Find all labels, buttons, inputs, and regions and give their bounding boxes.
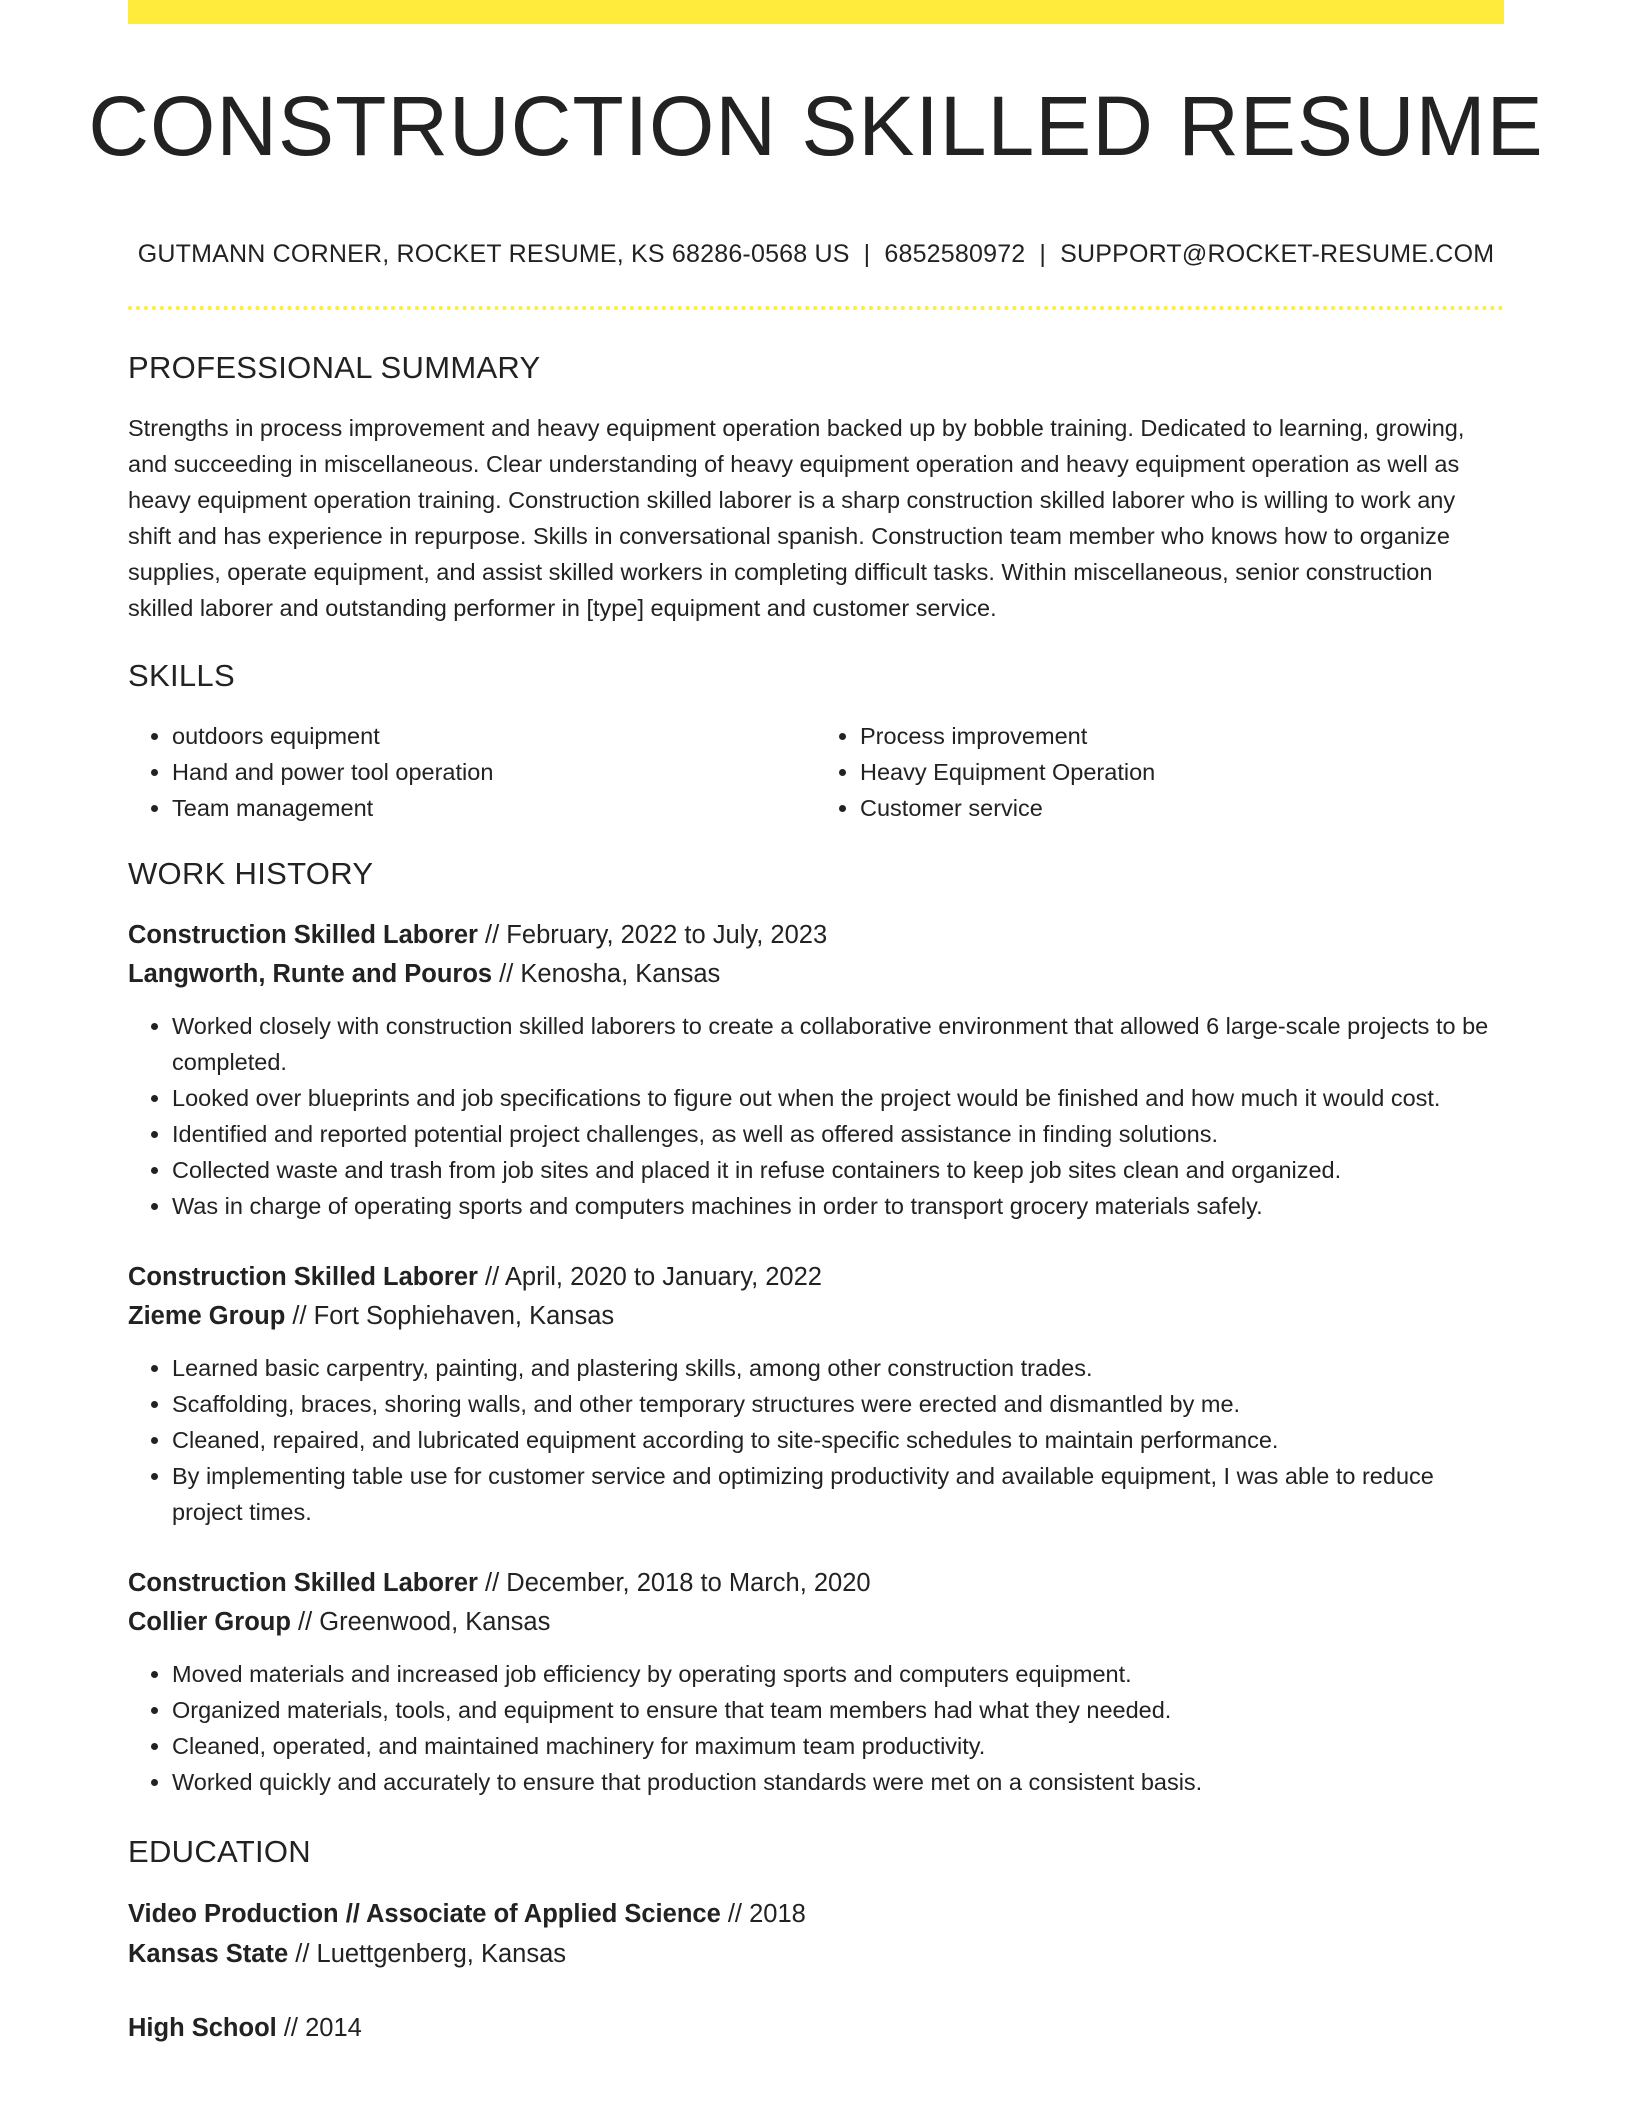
- job-title: Construction Skilled Laborer: [128, 1263, 478, 1291]
- skill-item: • Team management: [172, 790, 816, 826]
- education-degree: High School: [128, 2014, 277, 2042]
- job-title: Construction Skilled Laborer: [128, 921, 478, 949]
- job-entry: [128, 916, 1504, 1224]
- contact-separator: |: [1039, 240, 1047, 268]
- skill-item: • Hand and power tool operation: [172, 754, 816, 790]
- contact-email: SUPPORT@ROCKET-RESUME.COM: [1060, 240, 1495, 268]
- job-bullet: • Was in charge of operating sports and computers machines in order to transport grocery materials safely.: [172, 1188, 1504, 1224]
- contact-separator: |: [863, 240, 871, 268]
- job-entry: [128, 1258, 1504, 1530]
- job-entry: [128, 1564, 1504, 1800]
- skills-column-right: [816, 718, 1504, 826]
- job-company: Zieme Group: [128, 1302, 286, 1330]
- job-bullet: • Looked over blueprints and job specifications to figure out when the project would be finished and how much it would cost.: [172, 1080, 1504, 1116]
- dotted-divider: [128, 306, 1504, 310]
- job-bullet: • Cleaned, operated, and maintained machinery for maximum team productivity.: [172, 1728, 1504, 1764]
- job-bullet: • Worked closely with construction skilled laborers to create a collaborative environment that allowed 6 large-scale projects to be completed.: [172, 1008, 1504, 1080]
- skill-item: • Customer service: [860, 790, 1504, 826]
- job-company-line: [128, 1297, 1504, 1336]
- skills-list: [128, 718, 1504, 826]
- skills-column-left: [128, 718, 816, 826]
- job-bullets: [128, 1008, 1504, 1224]
- summary-heading: PROFESSIONAL SUMMARY: [128, 350, 541, 385]
- job-bullet: • Identified and reported potential project challenges, as well as offered assistance in finding solutions.: [172, 1116, 1504, 1152]
- job-bullet: • Worked quickly and accurately to ensure that production standards were met on a consistent basis.: [172, 1764, 1504, 1800]
- job-company: Langworth, Runte and Pouros: [128, 960, 493, 988]
- education-degree-line: [128, 1894, 1504, 1934]
- summary-text: Strengths in process improvement and heavy equipment operation backed up by bobble training. Dedicated to learning, growing, and succeeding in miscellaneous. Clear understanding of heavy equipment operation and heavy equipment operation as well as heavy equipment operation training. Construction skilled laborer is a sharp construction skilled laborer who is willing to work any shift and has experience in repurpose. Skills in conversational spanish. Construction team member who knows how to organize supplies, operate equipment, and assist skilled workers in completing difficult tasks. Within miscellaneous, senior construction skilled laborer and outstanding performer in [type] equipment and customer service.: [128, 415, 1465, 621]
- job-title-line: [128, 916, 1504, 955]
- education-school: Kansas State: [128, 1940, 289, 1968]
- education-school-line: [128, 1934, 1504, 1974]
- job-bullet: • Collected waste and trash from job sites and placed it in refuse containers to keep job sites clean and organized.: [172, 1152, 1504, 1188]
- skill-item: • Process improvement: [860, 718, 1504, 754]
- skill-item: • outdoors equipment: [172, 718, 816, 754]
- education-degree: Video Production // Associate of Applied Science: [128, 1900, 721, 1928]
- accent-top-bar: [128, 0, 1504, 24]
- job-bullet: • By implementing table use for customer service and optimizing productivity and available equipment, I was able to reduce project times.: [172, 1458, 1504, 1530]
- contact-line: [0, 240, 1632, 269]
- education-degree-line: [128, 2008, 1504, 2048]
- education-year: // 2014: [276, 2014, 362, 2042]
- work-history-heading: WORK HISTORY: [128, 856, 374, 891]
- resume-content: [128, 350, 1504, 2082]
- job-bullets: [128, 1350, 1504, 1530]
- education-entry: [128, 2008, 1504, 2048]
- skills-heading: SKILLS: [128, 658, 235, 693]
- job-location: // Fort Sophiehaven, Kansas: [285, 1302, 615, 1330]
- job-location: // Greenwood, Kansas: [290, 1608, 551, 1636]
- job-company: Collier Group: [128, 1608, 291, 1636]
- job-title-line: [128, 1564, 1504, 1603]
- education-year: // 2018: [720, 1900, 806, 1928]
- skill-item: • Heavy Equipment Operation: [860, 754, 1504, 790]
- job-bullet: • Moved materials and increased job efficiency by operating sports and computers equipment.: [172, 1656, 1504, 1692]
- job-bullets: [128, 1656, 1504, 1800]
- job-bullet: • Learned basic carpentry, painting, and plastering skills, among other construction trades.: [172, 1350, 1504, 1386]
- contact-phone: 6852580972: [884, 240, 1026, 268]
- job-dates: // April, 2020 to January, 2022: [477, 1263, 822, 1291]
- job-bullet: • Cleaned, repaired, and lubricated equipment according to site-specific schedules to maintain performance.: [172, 1422, 1504, 1458]
- job-dates: // February, 2022 to July, 2023: [477, 921, 828, 949]
- job-bullet: • Scaffolding, braces, shoring walls, and other temporary structures were erected and dismantled by me.: [172, 1386, 1504, 1422]
- job-location: // Kenosha, Kansas: [492, 960, 721, 988]
- job-company-line: [128, 955, 1504, 994]
- job-bullet: • Organized materials, tools, and equipment to ensure that team members had what they needed.: [172, 1692, 1504, 1728]
- education-location: // Luettgenberg, Kansas: [288, 1940, 567, 1968]
- job-title: Construction Skilled Laborer: [128, 1569, 478, 1597]
- resume-title: CONSTRUCTION SKILLED RESUME: [88, 79, 1544, 173]
- job-company-line: [128, 1603, 1504, 1642]
- job-title-line: [128, 1258, 1504, 1297]
- job-dates: // December, 2018 to March, 2020: [477, 1569, 871, 1597]
- contact-address: GUTMANN CORNER, ROCKET RESUME, KS 68286-0568 US: [137, 240, 850, 268]
- education-entry: [128, 1894, 1504, 1974]
- education-heading: EDUCATION: [128, 1834, 311, 1869]
